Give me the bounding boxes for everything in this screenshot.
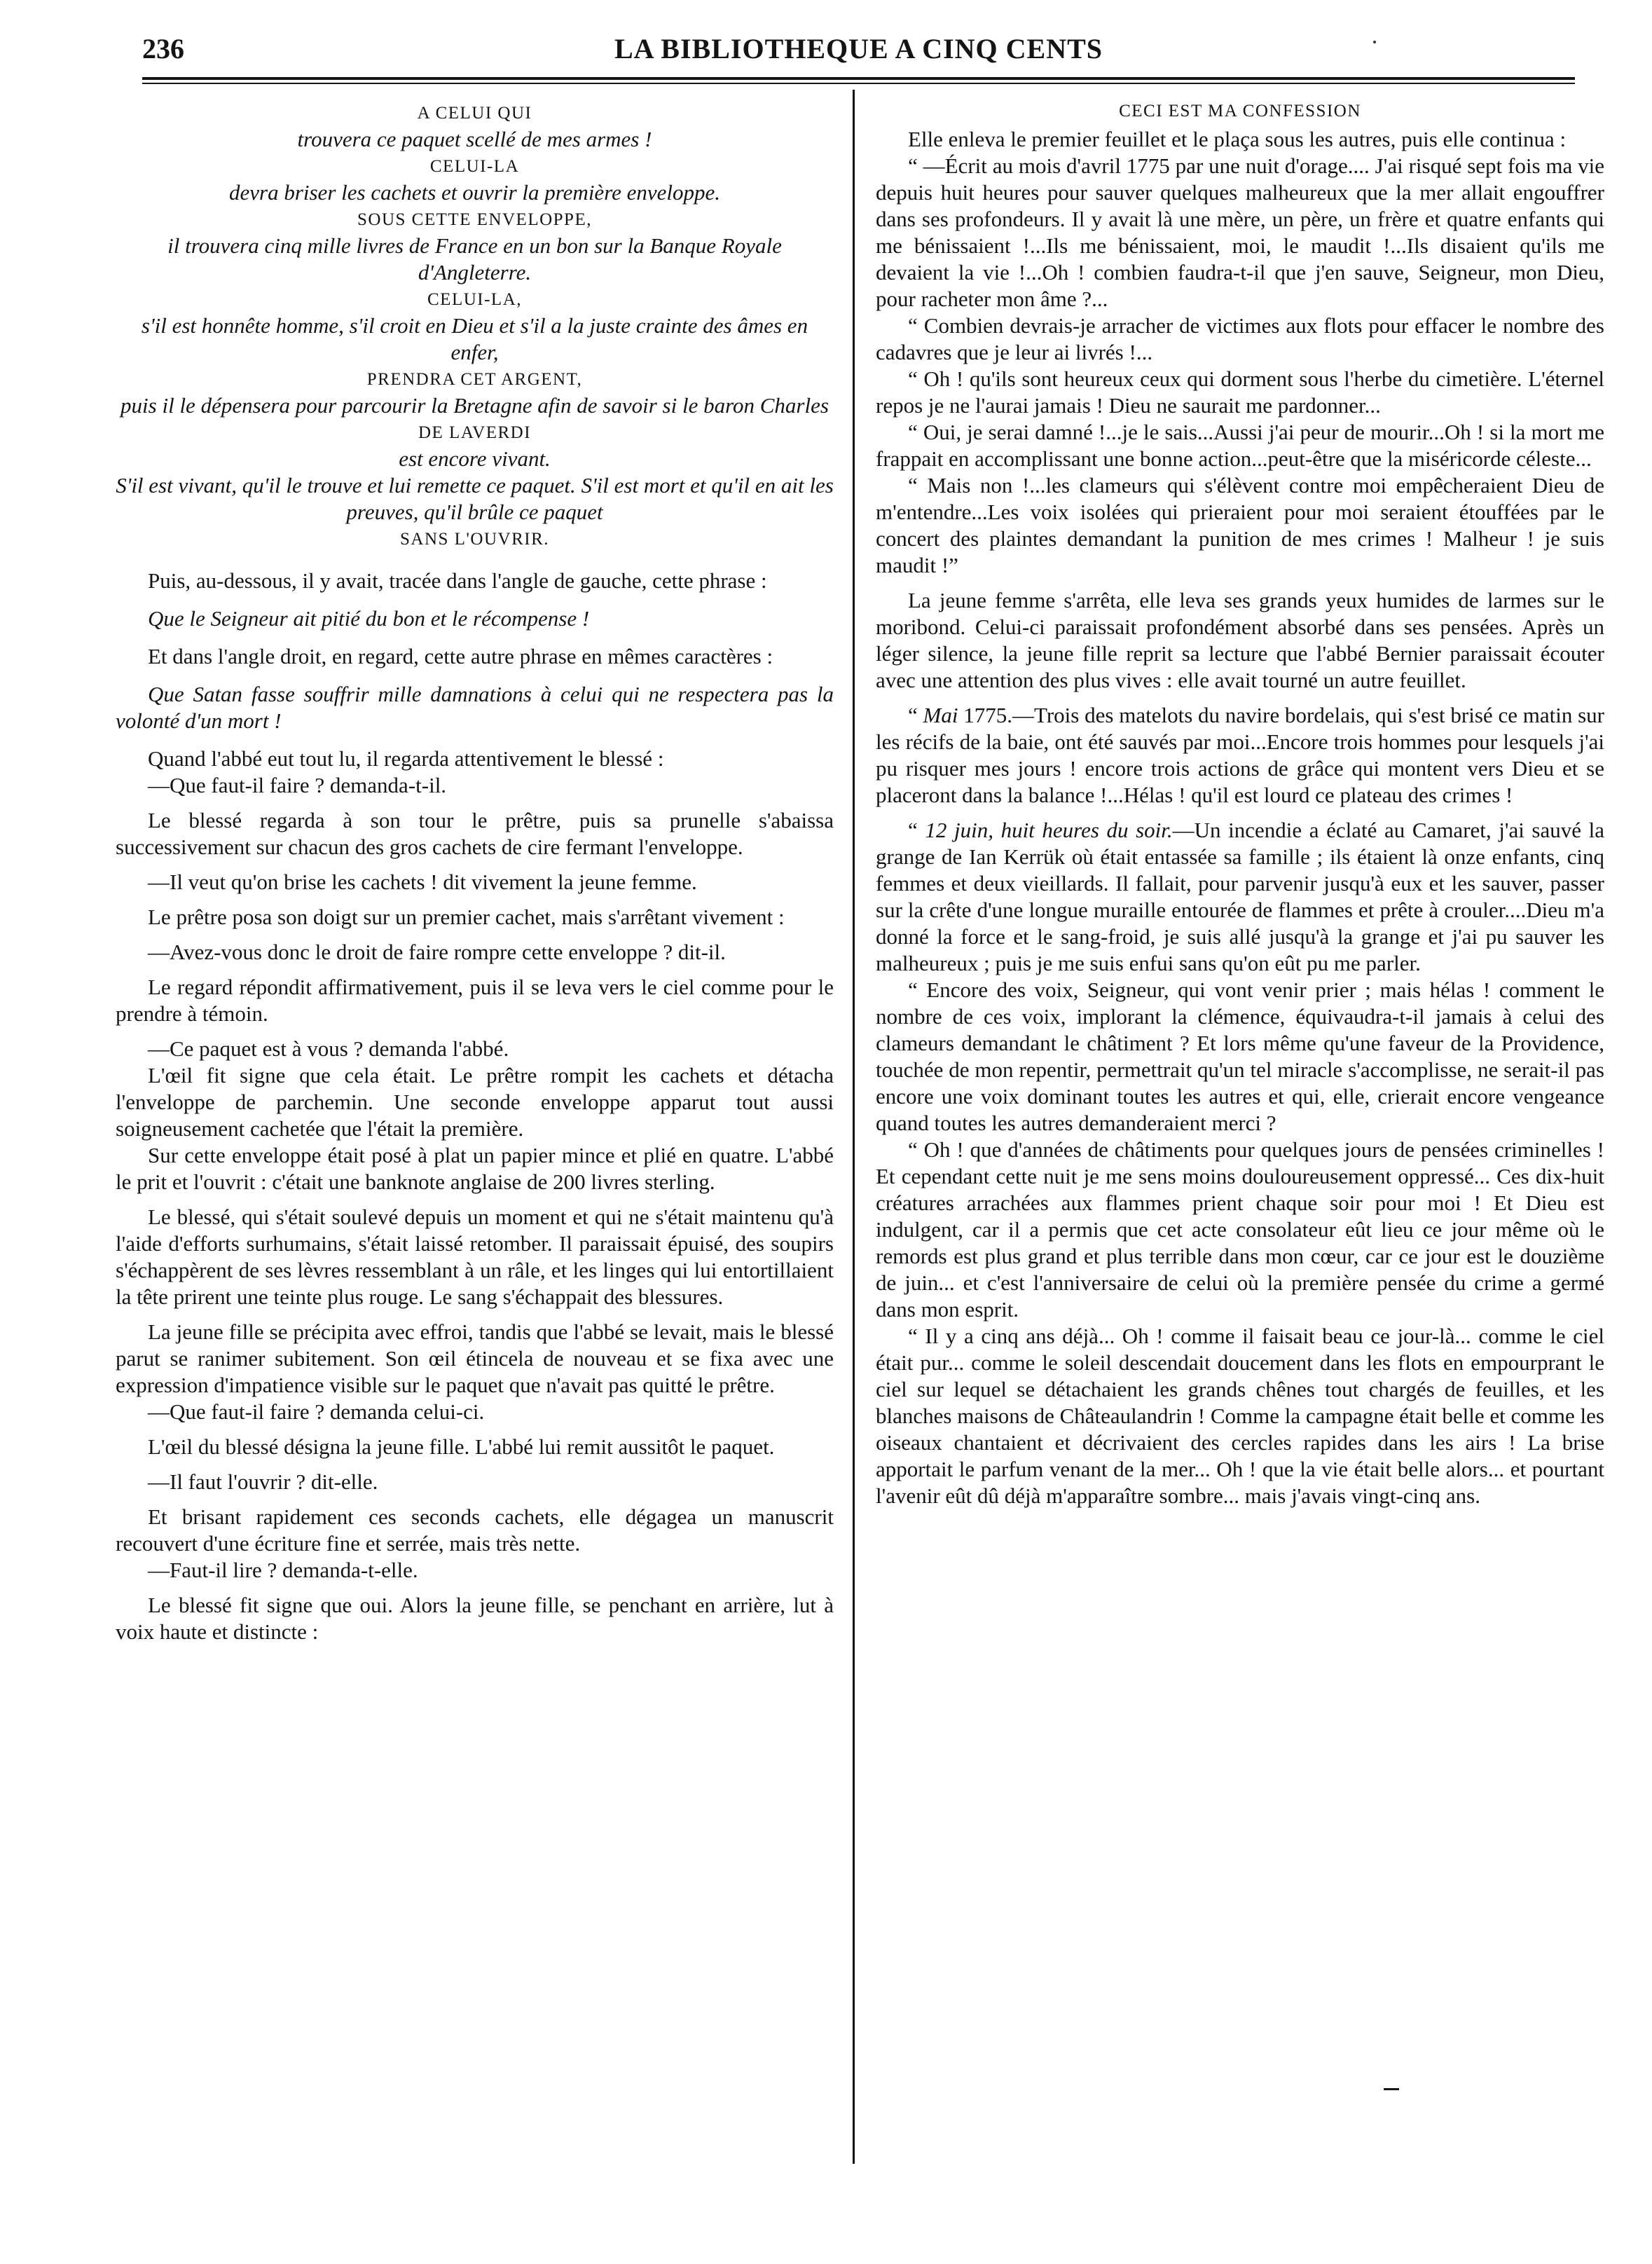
entry-text: —Un incendie a éclaté au Camaret, j'ai sauvé la grange de Ian Kerrük où était entassée sa famille ; ils étaient là onze enfants, cinq femmes et deux vieillards. Il fallait, pour parvenir jusqu'à eux et les sauver, passer sur la crête d'une longue muraille entourée de flammes et prête à crouler....Dieu m'a donné la force et le sang-froid, je suis allé jusqu'à la grange et j'ai pu sauver les malheureux ; puis je me suis enfui sans qu'on eût pu me parler. bbox=[876, 818, 1604, 975]
inscription-italic-line: il trouvera cinq mille livres de France en un bon sur la Banque Royale d'Angleterre. bbox=[167, 233, 782, 284]
section-heading: CECI EST MA CONFESSION bbox=[1119, 102, 1361, 121]
inscription-caps-line: CELUI-LA, bbox=[427, 290, 522, 309]
paragraph: La jeune fille se précipita avec effroi, tandis que l'abbé se levait, mais le blessé parut se ranimer subitement. Son œil étincela de nouveau et se fixa avec une expression d'impatience visible sur le paquet que n'avait pas quitté le prêtre. bbox=[116, 1319, 834, 1397]
paragraph: Sur cette enveloppe était posé à plat un papier mince et plié en quatre. L'abbé le prit et l'ouvrit : c'était une banknote anglaise de 200 livres sterling. bbox=[116, 1143, 834, 1194]
italic-paragraph: Que le Seigneur ait pitié du bon et le récompense ! bbox=[148, 606, 590, 631]
entry-date: Mai bbox=[923, 703, 958, 727]
paragraph: —Que faut-il faire ? demanda-t-il. bbox=[148, 773, 447, 797]
inscription-caps-line: CELUI-LA bbox=[429, 157, 520, 176]
paragraph: L'œil fit signe que cela était. Le prêtre rompit les cachets et détacha l'enveloppe de parchemin. Une seconde enveloppe apparut tout aussi soigneusement cachetée que l'était la première. bbox=[116, 1063, 834, 1141]
entry-text: 1775.—Trois des matelots du navire bordelais, qui s'est brisé ce matin sur les récifs de la baie, ont été sauvés par moi...Encore trois hommes pour lesquels j'ai pu risquer mes jours ! encore trois actions de grâce qui montent vers Dieu et se placeront dans la balance !...Hélas ! qu'il est lourd ce plateau des crimes ! bbox=[876, 703, 1605, 807]
inscription-caps-line: DE LAVERDI bbox=[418, 423, 532, 442]
paragraph: Et dans l'angle droit, en regard, cette autre phrase en mêmes caractères : bbox=[148, 644, 773, 668]
paragraph: Quand l'abbé eut tout lu, il regarda attentivement le blessé : bbox=[148, 746, 664, 771]
paragraph: Le blessé, qui s'était soulevé depuis un moment et qui ne s'était maintenu qu'à l'aide d'efforts surhumains, s'était laissé retomber. Il paraissait épuisé, des soupirs s'échappèrent de ses lèvres ressemblant à un râle, et les linges qui lui entortillaient la tête prirent une teinte plus rouge. Le sang s'échappait des blessures. bbox=[116, 1205, 834, 1309]
inscription-italic-line: S'il est vivant, qu'il le trouve et lui remette ce paquet. S'il est mort et qu'il en ait les preuves, qu'il brûle ce paquet bbox=[116, 473, 834, 524]
paragraph: Le blessé fit signe que oui. Alors la jeune fille, se penchant en arrière, lut à voix haute et distincte : bbox=[116, 1593, 834, 1644]
inscription-caps-line: PRENDRA CET ARGENT, bbox=[366, 370, 583, 389]
paragraph: “ —Écrit au mois d'avril 1775 par une nuit d'orage.... J'ai risqué sept fois ma vie depuis huit heures pour sauver quelques malheureux que la mer allait engouffrer dans ses profondeurs. Il y avait là une mère, un père, un frère et quatre enfants qui me bénissaient !...Ils me bénissaient, moi, le maudit !...Ils disaient qu'ils me devaient la vie !...Oh ! combien faudra-t-il que j'en sauve, Seigneur, mon Dieu, pour racheter mon âme ?... bbox=[876, 153, 1604, 311]
entry-date: 12 juin, huit heures du soir. bbox=[925, 818, 1173, 842]
inscription-italic-line: puis il le dépensera pour parcourir la Bretagne afin de savoir si le baron Charles bbox=[121, 393, 829, 418]
open-quote: “ bbox=[908, 703, 923, 727]
paragraph: Puis, au-dessous, il y avait, tracée dans l'angle de gauche, cette phrase : bbox=[148, 568, 767, 593]
dated-entry-paragraph bbox=[876, 817, 1604, 977]
paragraph: “ Oui, je serai damné !...je le sais...Aussi j'ai peur de mourir...Oh ! si la mort me frappait en accomplissant une bonne action...peut-être que la miséricorde céleste... bbox=[876, 420, 1604, 471]
paragraph: —Il faut l'ouvrir ? dit-elle. bbox=[148, 1469, 378, 1494]
paragraph: Et brisant rapidement ces seconds cachets, elle dégagea un manuscrit recouvert d'une écriture fine et serrée, mais très nette. bbox=[116, 1504, 834, 1556]
inscription-caps-line: SOUS CETTE ENVELOPPE, bbox=[357, 210, 592, 229]
paragraph: La jeune femme s'arrêta, elle leva ses grands yeux humides de larmes sur le moribond. Celui-ci paraissait profondément absorbé dans ses pensées. Après un léger silence, la jeune fille reprit sa lecture que l'abbé Bernier paraissait écouter avec une attention des plus vives : elle avait tourné un autre feuillet. bbox=[876, 588, 1604, 692]
inscription-italic-line: trouvera ce paquet scellé de mes armes ! bbox=[297, 127, 652, 151]
paragraph: L'œil du blessé désigna la jeune fille. L'abbé lui remit aussitôt le paquet. bbox=[148, 1434, 775, 1459]
paragraph: “ Mais non !...les clameurs qui s'élèvent contre moi empêcheraient Dieu de m'entendre...Les voix isolées qui prieraient pour moi seraient étouffées par le concert des plaintes demandant la punition de mes crimes ! Malheur ! je suis maudit !” bbox=[876, 473, 1604, 577]
paragraph: Le regard répondit affirmativement, puis il se leva vers le ciel comme pour le prendre à témoin. bbox=[116, 975, 834, 1026]
paragraph: Le blessé regarda à son tour le prêtre, puis sa prunelle s'abaissa successivement sur chacun des gros cachets de cire fermant l'enveloppe. bbox=[116, 808, 834, 859]
print-speck bbox=[1373, 41, 1376, 43]
inscription-italic-line: devra briser les cachets et ouvrir la première enveloppe. bbox=[228, 180, 721, 205]
inscription-italic-line: est encore vivant. bbox=[399, 446, 551, 471]
paragraph: “ Il y a cinq ans déjà... Oh ! comme il faisait beau ce jour-là... comme le ciel était pur... comme le soleil descendait doucement dans les flots en empourprant le ciel sur lequel se détachaient les grands chênes tout chargés de feuilles, et les blanches maisons de Châteaulandrin ! Comme la campagne était belle et comme les oiseaux chantaient et décrivaient des cercles rapides dans les airs ! La brise apportait le parfum venant de la mer... Oh ! que la vie était belle alors... et pourtant l'avenir eût dû déjà m'apparaître sombre... mais j'avais vingt-cinq ans. bbox=[876, 1324, 1604, 1508]
open-quote: “ bbox=[908, 818, 925, 842]
running-title: LA BIBLIOTHEQUE A CINQ CENTS bbox=[614, 33, 1103, 64]
header-rule-thin bbox=[142, 83, 1575, 84]
paragraph: “ Oh ! qu'ils sont heureux ceux qui dorment sous l'herbe du cimetière. L'éternel repos je ne l'aurai jamais ! Dieu ne saurait me pardonner... bbox=[876, 366, 1604, 418]
paragraph: “ Combien devrais-je arracher de victimes aux flots pour effacer le nombre des cadavres que je leur ai livrés !... bbox=[876, 313, 1604, 364]
paragraph: —Faut-il lire ? demanda-t-elle. bbox=[148, 1558, 418, 1582]
paragraph: “ Encore des voix, Seigneur, qui vont venir prier ; mais hélas ! comment le nombre de ces voix, implorant la clémence, équivaudra-t-il jamais à celui des clameurs demandant le châtiment ? Et lors même qu'une faveur de la Providence, touchée de mon repentir, permettrait qu'un tel miracle s'accomplisse, ne serait-il pas encore une voix dominant toutes les autres et qui, elle, crierait encore vengeance quand toutes les autres demanderaient merci ? bbox=[876, 977, 1604, 1135]
page-header bbox=[142, 32, 1575, 67]
right-column bbox=[876, 100, 1604, 1509]
inscription-caps-line: A CELUI QUI bbox=[417, 104, 532, 123]
paragraph: Elle enleva le premier feuillet et le plaça sous les autres, puis elle continua : bbox=[908, 127, 1567, 151]
page-number: 236 bbox=[142, 33, 184, 64]
left-column bbox=[116, 100, 834, 1645]
paragraph: —Que faut-il faire ? demanda celui-ci. bbox=[148, 1399, 485, 1424]
inscription-italic-line: s'il est honnête homme, s'il croit en Dieu et s'il a la juste crainte des âmes en enfer, bbox=[141, 313, 808, 364]
paragraph: Le prêtre posa son doigt sur un premier cachet, mais s'arrêtant vivement : bbox=[148, 905, 785, 929]
column-divider bbox=[853, 90, 855, 2164]
italic-paragraph: Que Satan fasse souffrir mille damnations à celui qui ne respectera pas la volonté d'un mort ! bbox=[116, 682, 834, 733]
dated-entry-paragraph bbox=[876, 702, 1604, 809]
paragraph: —Avez-vous donc le droit de faire rompre cette enveloppe ? dit-il. bbox=[148, 940, 726, 964]
paragraph: —Il veut qu'on brise les cachets ! dit vivement la jeune femme. bbox=[148, 870, 697, 894]
header-rule bbox=[142, 77, 1575, 80]
inscription-caps-line: SANS L'OUVRIR. bbox=[399, 530, 550, 549]
print-mark bbox=[1384, 2088, 1399, 2090]
paragraph: —Ce paquet est à vous ? demanda l'abbé. bbox=[148, 1036, 509, 1061]
paragraph: “ Oh ! que d'années de châtiments pour quelques jours de pensées criminelles ! Et cependant cette nuit je me sens moins douloureusement oppressé... Ces dix-huit créatures arrachées aux flammes prient chaque soir pour moi ! Et Dieu est indulgent, car il a permis que cet acte consolateur eût lieu ce jour même où le remords est plus grand et plus terrible dans mon cœur, car ce jour est le douzième de juin... et c'est l'anniversaire de celui où la première pensée du crime a germé dans mon esprit. bbox=[876, 1137, 1604, 1322]
